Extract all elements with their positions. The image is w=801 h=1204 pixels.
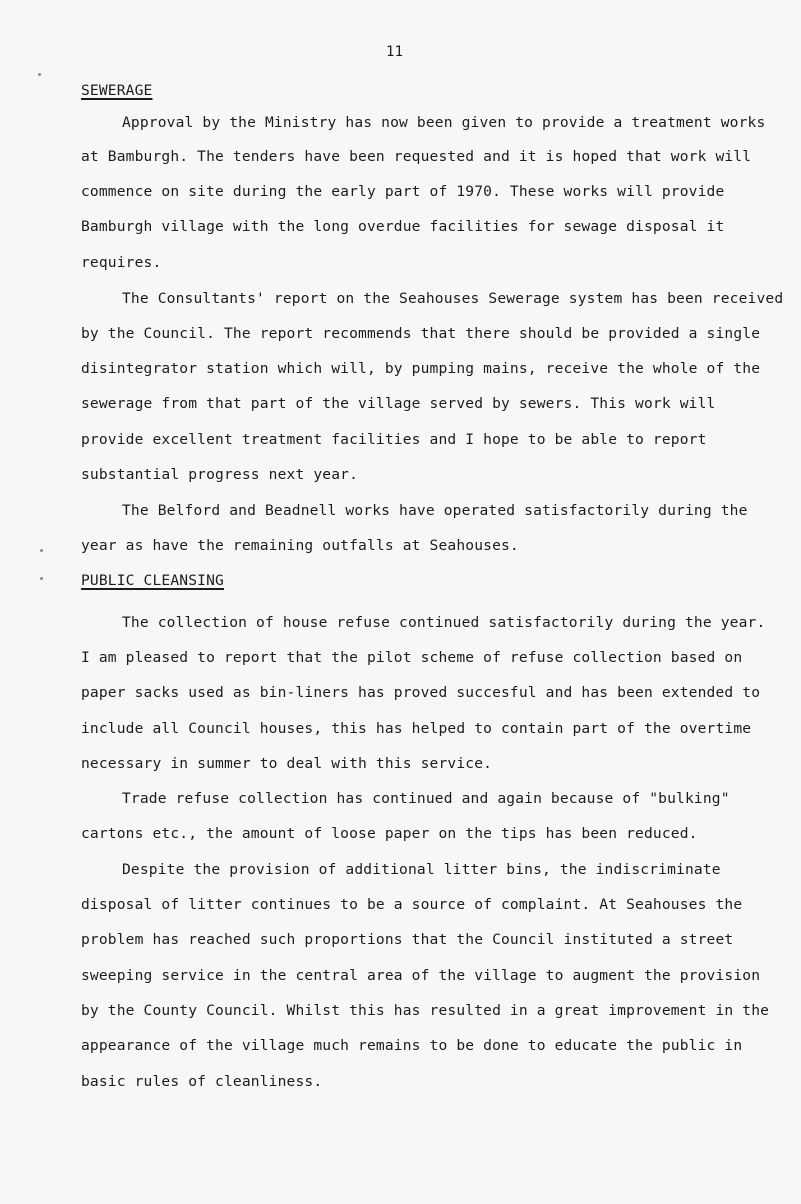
text-line: year as have the remaining outfalls at Seahouses. <box>81 537 519 554</box>
text-line: paper sacks used as bin-liners has proved succesful and has been extended to <box>81 684 761 701</box>
scan-speck <box>40 577 43 580</box>
text-line: The Consultants' report on the Seahouses Sewerage system has been received <box>122 290 784 307</box>
text-line: requires. <box>81 254 162 271</box>
text-line: commence on site during the early part of 1970. These works will provide <box>81 183 725 200</box>
text-line: by the County Council. Whilst this has resulted in a great improvement in the <box>81 1002 770 1019</box>
text-line: provide excellent treatment facilities and I hope to be able to report <box>81 431 707 448</box>
scan-speck <box>40 549 43 552</box>
section-heading-sewerage: SEWERAGE <box>81 82 153 99</box>
scan-speck <box>38 73 41 76</box>
text-line: Trade refuse collection has continued and again because of "bulking" <box>122 790 730 807</box>
text-line: The Belford and Beadnell works have operated satisfactorily during the <box>122 502 748 519</box>
text-line: disposal of litter continues to be a source of complaint. At Seahouses the <box>81 896 743 913</box>
text-line: Despite the provision of additional litter bins, the indiscriminate <box>122 861 721 878</box>
text-line: Bamburgh village with the long overdue facilities for sewage disposal it <box>81 218 725 235</box>
text-line: cartons etc., the amount of loose paper on the tips has been reduced. <box>81 825 698 842</box>
text-line: I am pleased to report that the pilot scheme of refuse collection based on <box>81 649 743 666</box>
text-line: sewerage from that part of the village served by sewers. This work will <box>81 395 716 412</box>
text-line: sweeping service in the central area of the village to augment the provision <box>81 967 761 984</box>
text-line: basic rules of cleanliness. <box>81 1073 323 1090</box>
text-line: appearance of the village much remains to be done to educate the public in <box>81 1037 743 1054</box>
text-line: by the Council. The report recommends that there should be provided a single <box>81 325 761 342</box>
text-line: necessary in summer to deal with this service. <box>81 755 493 772</box>
text-line: problem has reached such proportions that the Council instituted a street <box>81 931 734 948</box>
text-line: Approval by the Ministry has now been given to provide a treatment works <box>122 114 766 131</box>
text-line: include all Council houses, this has helped to contain part of the overtime <box>81 720 752 737</box>
text-line: at Bamburgh. The tenders have been requested and it is hoped that work will <box>81 148 752 165</box>
page-number: 11 <box>386 44 404 60</box>
text-line: substantial progress next year. <box>81 466 359 483</box>
text-line: disintegrator station which will, by pumping mains, receive the whole of the <box>81 360 761 377</box>
section-heading-public-cleansing: PUBLIC CLEANSING <box>81 572 224 589</box>
text-line: The collection of house refuse continued satisfactorily during the year. <box>122 614 766 631</box>
